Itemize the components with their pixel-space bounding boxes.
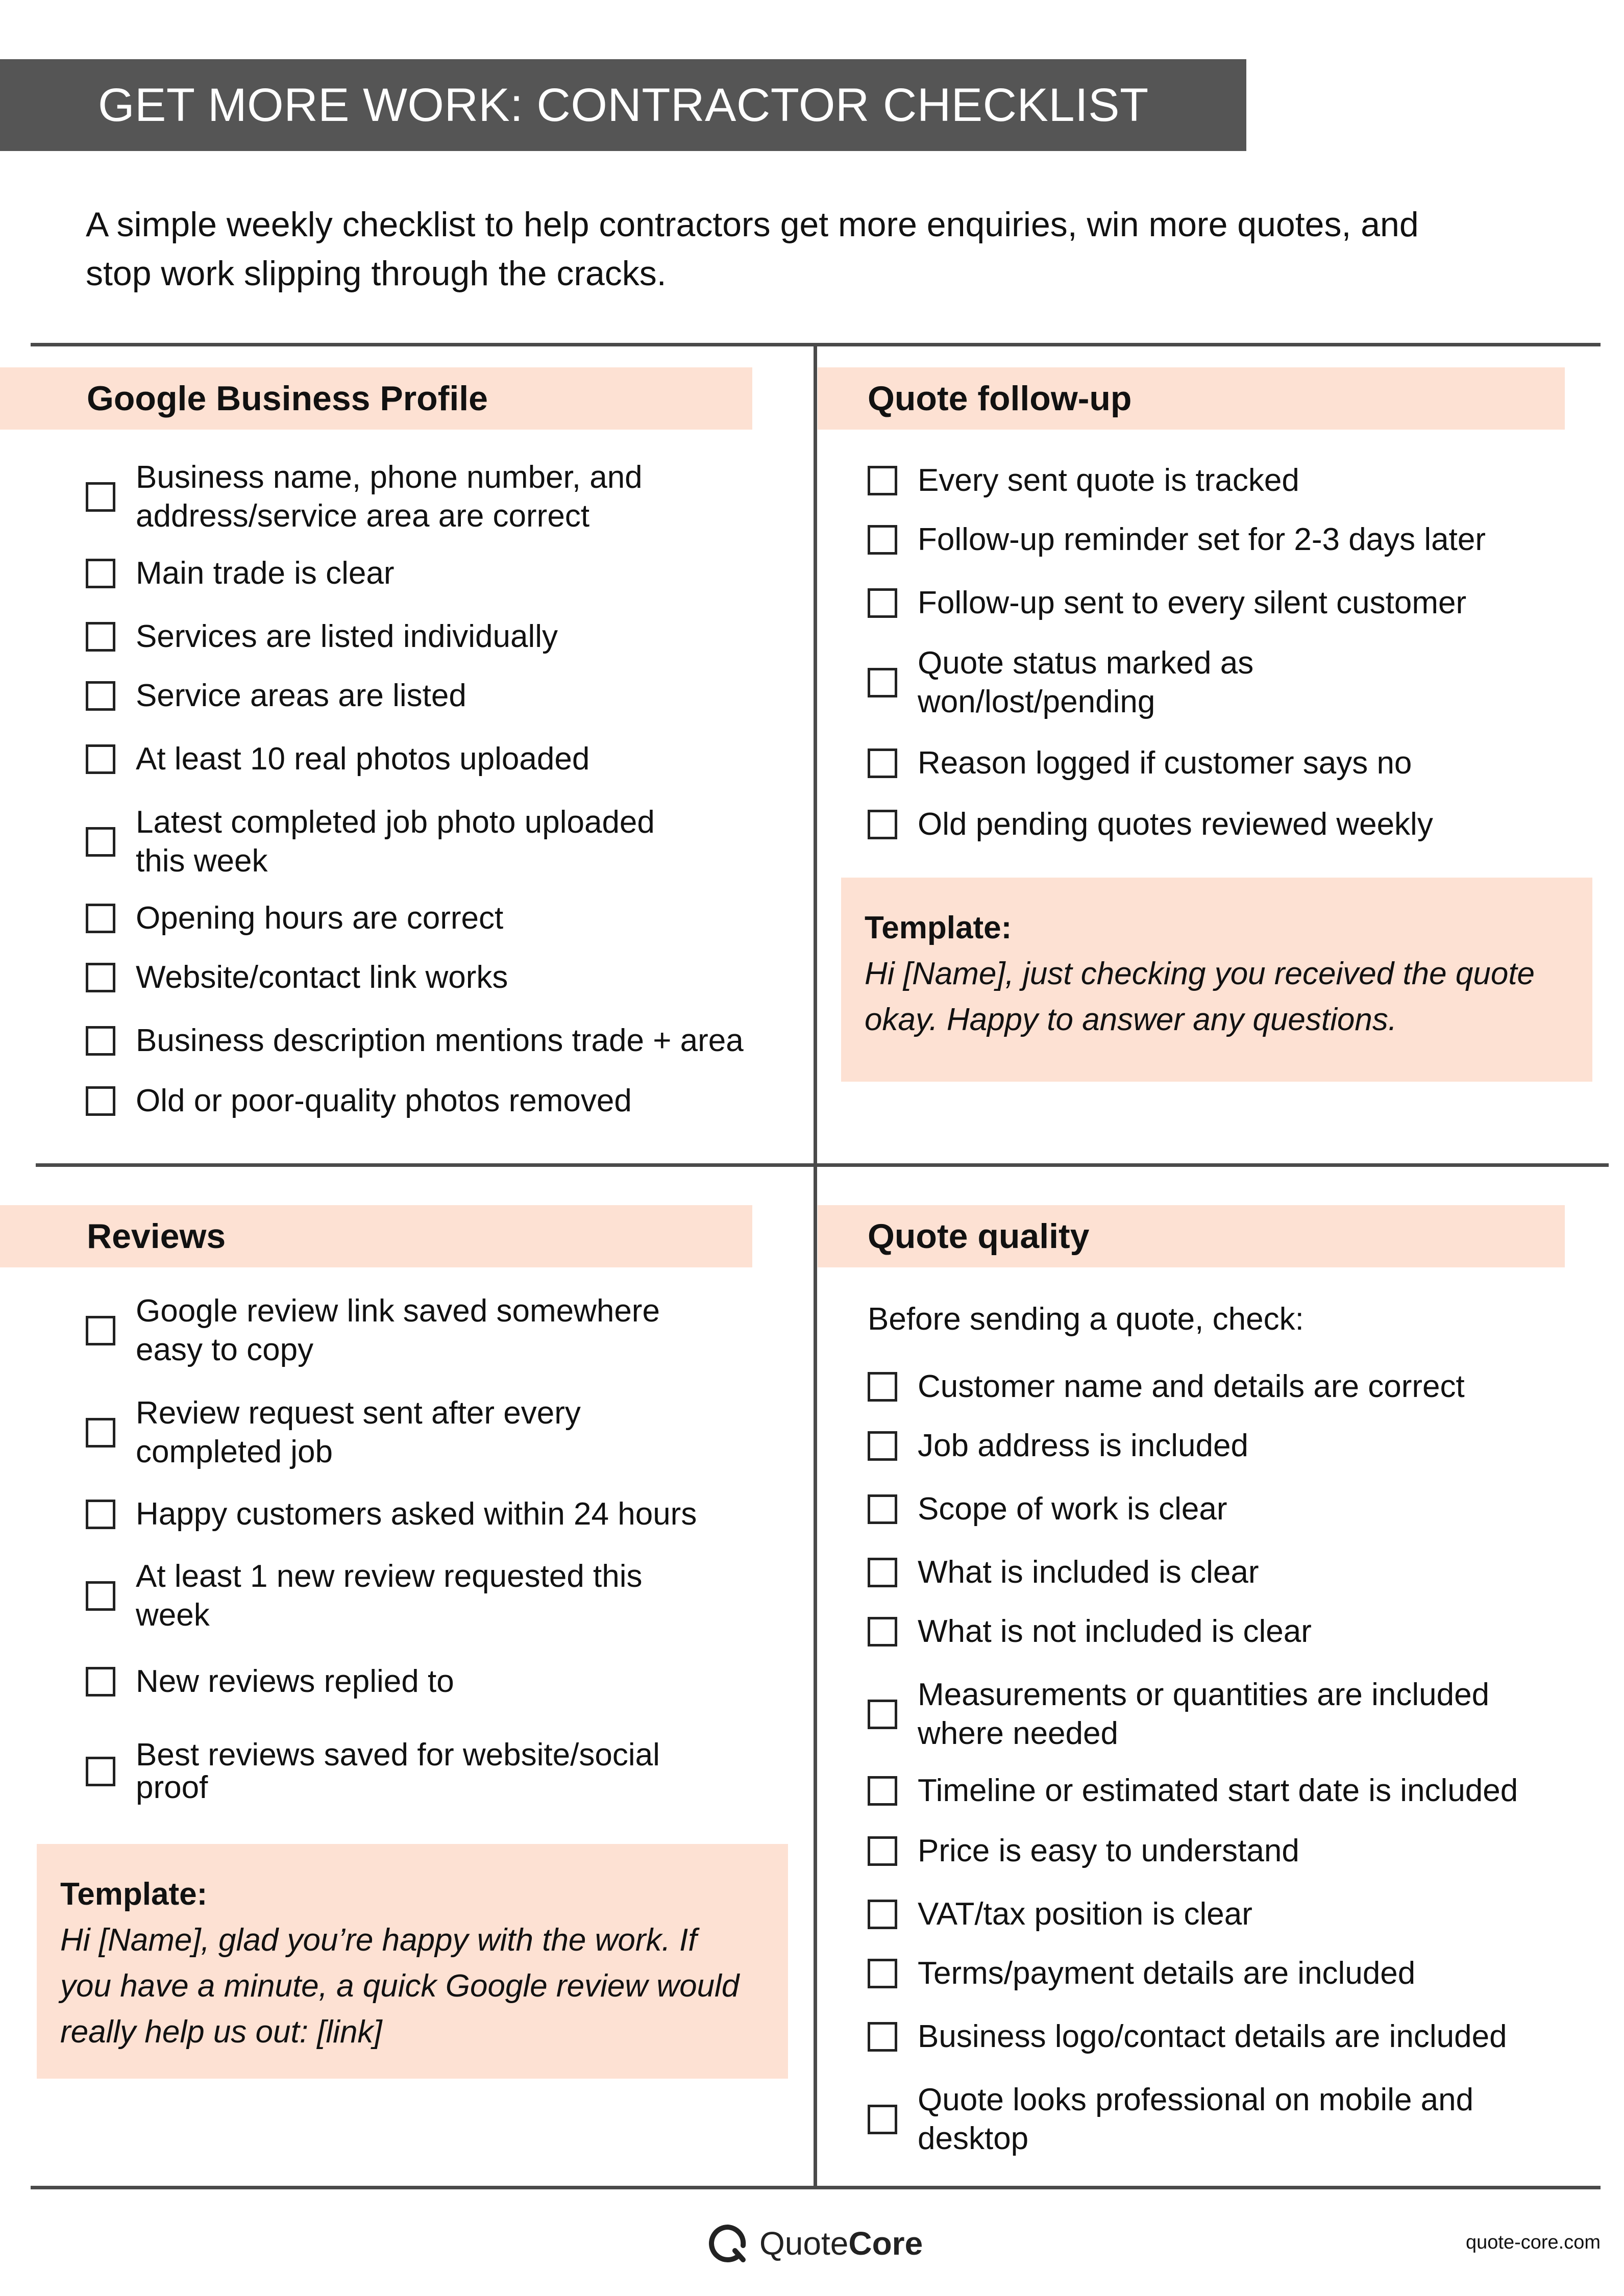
checklist-item[interactable]: Customer name and details are correct [868, 1367, 1546, 1406]
intro-line: stop work slipping through the cracks. [86, 254, 667, 293]
checklist-item[interactable]: Website/contact link works [86, 958, 765, 997]
checklist-item[interactable]: Services are listed individually [86, 617, 765, 656]
divider-bottom [31, 2186, 1601, 2189]
checklist-item[interactable]: Quote status marked as won/lost/pending [868, 644, 1546, 721]
checklist-item[interactable]: Quote looks professional on mobile and desktop [868, 2081, 1546, 2158]
quotecore-logo-icon [708, 2224, 747, 2263]
checklist-item[interactable]: Job address is included [868, 1427, 1546, 1465]
checkbox[interactable] [868, 1776, 897, 1806]
checkbox[interactable] [86, 1418, 115, 1448]
page-title: GET MORE WORK: CONTRACTOR CHECKLIST [98, 79, 1149, 131]
checklist-item[interactable]: Price is easy to understand [868, 1832, 1546, 1870]
checklist-item[interactable]: Latest completed job photo uploaded this week [86, 803, 765, 881]
checklist-item[interactable]: Follow-up sent to every silent customer [868, 584, 1546, 622]
footer-logo [708, 2220, 923, 2266]
checkbox[interactable] [86, 1581, 115, 1611]
checkbox[interactable] [868, 1558, 897, 1587]
checklist-item[interactable]: Business logo/contact details are included [868, 2017, 1546, 2056]
checkbox[interactable] [868, 1836, 897, 1866]
intro-text [86, 200, 1525, 298]
section-heading-gbp: Google Business Profile [0, 367, 752, 430]
checklist-item[interactable]: Review request sent after every completed job [86, 1394, 765, 1471]
checklist-item[interactable]: Happy customers asked within 24 hours [86, 1495, 765, 1534]
checkbox[interactable] [86, 1757, 115, 1786]
template-line: Hi [Name], glad you’re happy with the work. If [60, 1923, 697, 1958]
checkbox[interactable] [868, 1494, 897, 1524]
checkbox[interactable] [86, 1500, 115, 1529]
checkbox[interactable] [868, 2022, 897, 2052]
quality-lead-text: Before sending a quote, check: [868, 1302, 1304, 1337]
intro-line: A simple weekly checklist to help contractors get more enquiries, win more quotes, and [86, 205, 1419, 244]
checkbox[interactable] [868, 1959, 897, 1988]
checkbox[interactable] [868, 2105, 897, 2134]
section-heading-followup: Quote follow-up [818, 367, 1565, 430]
checklist-item[interactable]: VAT/tax position is clear [868, 1895, 1546, 1934]
checklist-item[interactable]: Every sent quote is tracked [868, 461, 1546, 500]
checkbox[interactable] [86, 622, 115, 652]
checklist-item[interactable]: Timeline or estimated start date is included [868, 1771, 1546, 1810]
checkbox[interactable] [86, 827, 115, 857]
checkbox[interactable] [86, 559, 115, 588]
checklist-item[interactable]: At least 1 new review requested this week [86, 1557, 765, 1635]
checkbox[interactable] [86, 904, 115, 933]
checkbox[interactable] [86, 482, 115, 512]
template-line: okay. Happy to answer any questions. [865, 1002, 1397, 1037]
checkbox[interactable] [86, 1086, 115, 1116]
checklist-item[interactable]: Main trade is clear [86, 554, 765, 593]
checkbox[interactable] [868, 1617, 897, 1646]
checkbox[interactable] [86, 1316, 115, 1345]
checklist-item[interactable]: Opening hours are correct [86, 899, 765, 938]
checklist-item[interactable]: What is not included is clear [868, 1612, 1546, 1651]
checklist-item[interactable]: What is included is clear [868, 1553, 1546, 1592]
checklist-item[interactable]: New reviews replied to [86, 1662, 765, 1701]
checklist-item[interactable]: Best reviews saved for website/social proof [86, 1733, 765, 1810]
checkbox[interactable] [868, 668, 897, 697]
checkbox[interactable] [868, 748, 897, 778]
logo-wordmark: QuoteCore [759, 2225, 923, 2262]
checkbox[interactable] [868, 466, 897, 495]
checklist-item[interactable]: Follow-up reminder set for 2-3 days later [868, 520, 1546, 559]
checklist-item[interactable]: Reason logged if customer says no [868, 744, 1546, 783]
checkbox[interactable] [868, 588, 897, 618]
section-heading-reviews: Reviews [0, 1205, 752, 1267]
divider-middle [36, 1163, 1609, 1167]
checkbox[interactable] [868, 1700, 897, 1729]
checkbox[interactable] [868, 810, 897, 839]
title-banner [0, 59, 1246, 151]
template-label: Template: [60, 1877, 208, 1912]
checklist-item[interactable]: Business name, phone number, and address/service area are correct [86, 458, 765, 536]
checklist-item[interactable]: Measurements or quantities are included where needed [868, 1676, 1546, 1753]
checklist-item[interactable]: Old pending quotes reviewed weekly [868, 805, 1546, 844]
checkbox[interactable] [86, 1026, 115, 1056]
template-box-followup [841, 878, 1592, 1082]
checklist-item[interactable]: Service areas are listed [86, 677, 765, 715]
checkbox[interactable] [868, 1431, 897, 1461]
divider-vertical [814, 344, 817, 2187]
checkbox[interactable] [868, 1900, 897, 1929]
template-box-reviews [37, 1844, 788, 2079]
footer-url[interactable]: quote-core.com [1465, 2232, 1601, 2253]
template-label: Template: [865, 910, 1012, 945]
checklist-item[interactable]: Old or poor-quality photos removed [86, 1082, 765, 1120]
checkbox[interactable] [86, 1667, 115, 1696]
checkbox[interactable] [868, 1372, 897, 1402]
section-heading-quality: Quote quality [818, 1205, 1565, 1267]
checkbox[interactable] [86, 681, 115, 711]
template-line: Hi [Name], just checking you received the quote [865, 956, 1535, 991]
template-line: really help us out: [link] [60, 2014, 382, 2050]
checklist-item[interactable]: Terms/payment details are included [868, 1954, 1546, 1993]
checkbox[interactable] [868, 525, 897, 555]
checkbox[interactable] [86, 963, 115, 992]
template-line: you have a minute, a quick Google review would [60, 1968, 740, 2004]
checklist-item[interactable]: Business description mentions trade + area [86, 1021, 765, 1060]
checklist-item[interactable]: Google review link saved somewhere easy to copy [86, 1292, 765, 1369]
checklist-item[interactable]: At least 10 real photos uploaded [86, 740, 765, 779]
checkbox[interactable] [86, 744, 115, 774]
checklist-item[interactable]: Scope of work is clear [868, 1490, 1546, 1529]
